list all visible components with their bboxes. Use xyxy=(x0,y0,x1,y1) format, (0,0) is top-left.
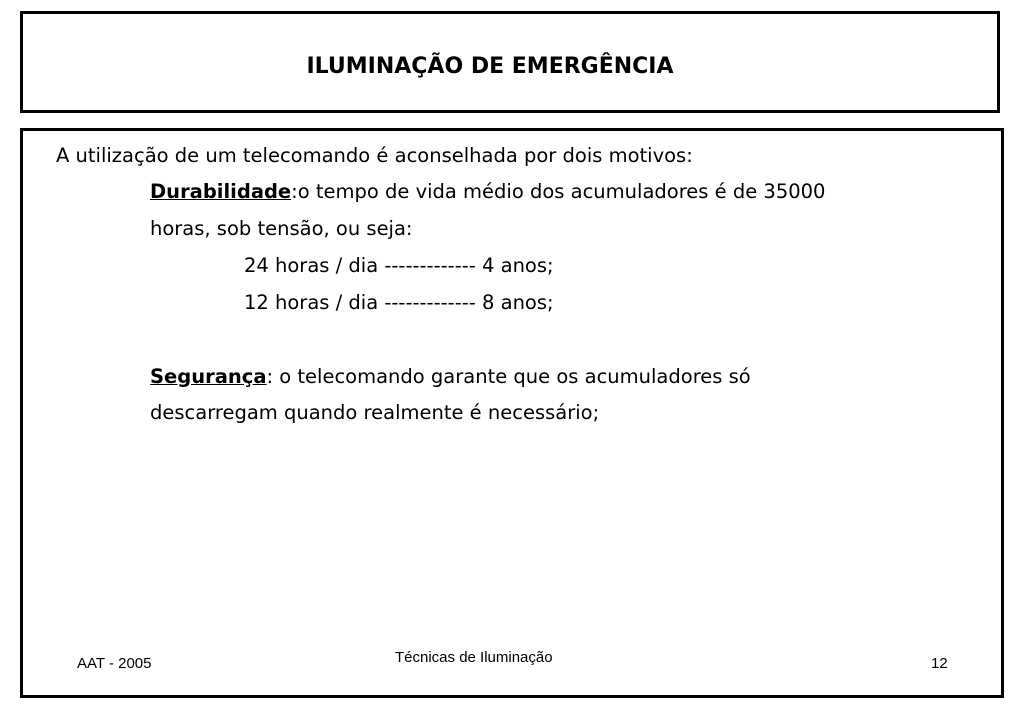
seguranca-term: Segurança xyxy=(150,365,267,388)
durabilidade-line-2: horas, sob tensão, ou seja: xyxy=(150,217,413,240)
seguranca-text-1: : o telecomando garante que os acumuladores só xyxy=(266,365,751,388)
content-box xyxy=(20,128,1004,698)
footer-center: Técnicas de Iluminação xyxy=(395,649,553,666)
seguranca-line-2: descarregam quando realmente é necessário; xyxy=(150,401,600,424)
durabilidade-term: Durabilidade xyxy=(150,180,292,203)
intro-text: A utilização de um telecomando é aconselhada por dois motivos: xyxy=(56,144,693,167)
durabilidade-line-1 xyxy=(150,180,825,204)
seguranca-line-1 xyxy=(150,365,751,389)
title-box xyxy=(20,11,1000,113)
slide-title: ILUMINAÇÃO DE EMERGÊNCIA xyxy=(306,53,674,79)
durabilidade-row-12h: 12 horas / dia ------------- 8 anos; xyxy=(244,291,554,314)
footer-left: AAT - 2005 xyxy=(77,655,152,672)
durabilidade-row-24h: 24 horas / dia ------------- 4 anos; xyxy=(244,254,554,277)
page-number: 12 xyxy=(931,655,948,672)
durabilidade-text-1: :o tempo de vida médio dos acumuladores é de 35000 xyxy=(291,180,826,203)
